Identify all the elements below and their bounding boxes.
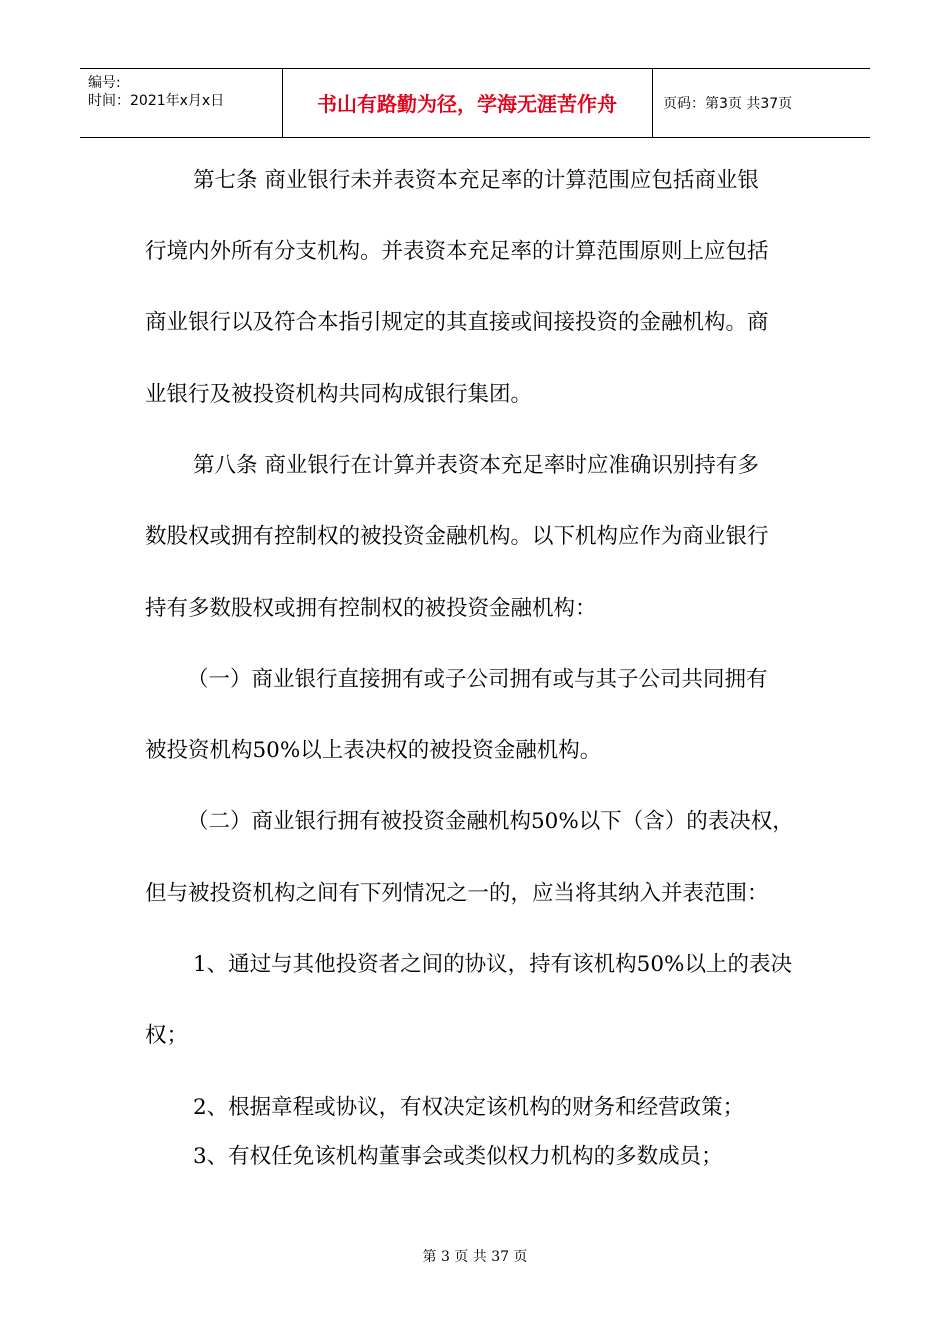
article-7-line-1: 第七条 商业银行未并表资本充足率的计算范围应包括商业银 bbox=[193, 168, 759, 193]
header-page-cell bbox=[653, 69, 870, 137]
condition-3-line: 3、有权任免该机构董事会或类似权力机构的多数成员； bbox=[193, 1144, 723, 1169]
article-7-line-4: 业银行及被投资机构共同构成银行集团。 bbox=[145, 382, 533, 407]
header-motto: 书山有路勤为径，学海无涯苦作舟 bbox=[317, 92, 617, 116]
document-number-label: 编号: bbox=[88, 75, 121, 91]
article-8-line-1: 第八条 商业银行在计算并表资本充足率时应准确识别持有多 bbox=[193, 453, 759, 478]
article-8-line-2: 数股权或拥有控制权的被投资金融机构。以下机构应作为商业银行 bbox=[145, 524, 769, 549]
page-header bbox=[80, 68, 870, 138]
condition-1-line-1: 1、通过与其他投资者之间的协议，持有该机构50%以上的表决 bbox=[193, 952, 792, 977]
header-motto-cell bbox=[282, 69, 653, 137]
article-7-line-3: 商业银行以及符合本指引规定的其直接或间接投资的金融机构。商 bbox=[145, 310, 769, 335]
document-time-label: 时间：2021年x月x日 bbox=[88, 93, 225, 109]
item-1-line-2: 被投资机构50%以上表决权的被投资金融机构。 bbox=[145, 738, 602, 763]
condition-2-line: 2、根据章程或协议，有权决定该机构的财务和经营政策； bbox=[193, 1095, 745, 1120]
condition-1-line-2: 权； bbox=[145, 1023, 189, 1048]
page-footer: 第 3 页 共 37 页 bbox=[422, 1249, 528, 1265]
header-page-code: 页码：第3页 共37页 bbox=[663, 96, 793, 112]
article-7-line-2: 行境内外所有分支机构。并表资本充足率的计算范围原则上应包括 bbox=[145, 239, 769, 264]
item-2-line-1: （二）商业银行拥有被投资金融机构50%以下（含）的表决权， bbox=[187, 809, 794, 834]
header-info-cell bbox=[80, 69, 283, 137]
article-8-line-3: 持有多数股权或拥有控制权的被投资金融机构： bbox=[145, 596, 597, 621]
item-1-line-1: （一）商业银行直接拥有或子公司拥有或与其子公司共同拥有 bbox=[187, 667, 768, 692]
item-2-line-2: 但与被投资机构之间有下列情况之一的，应当将其纳入并表范围： bbox=[145, 881, 769, 906]
